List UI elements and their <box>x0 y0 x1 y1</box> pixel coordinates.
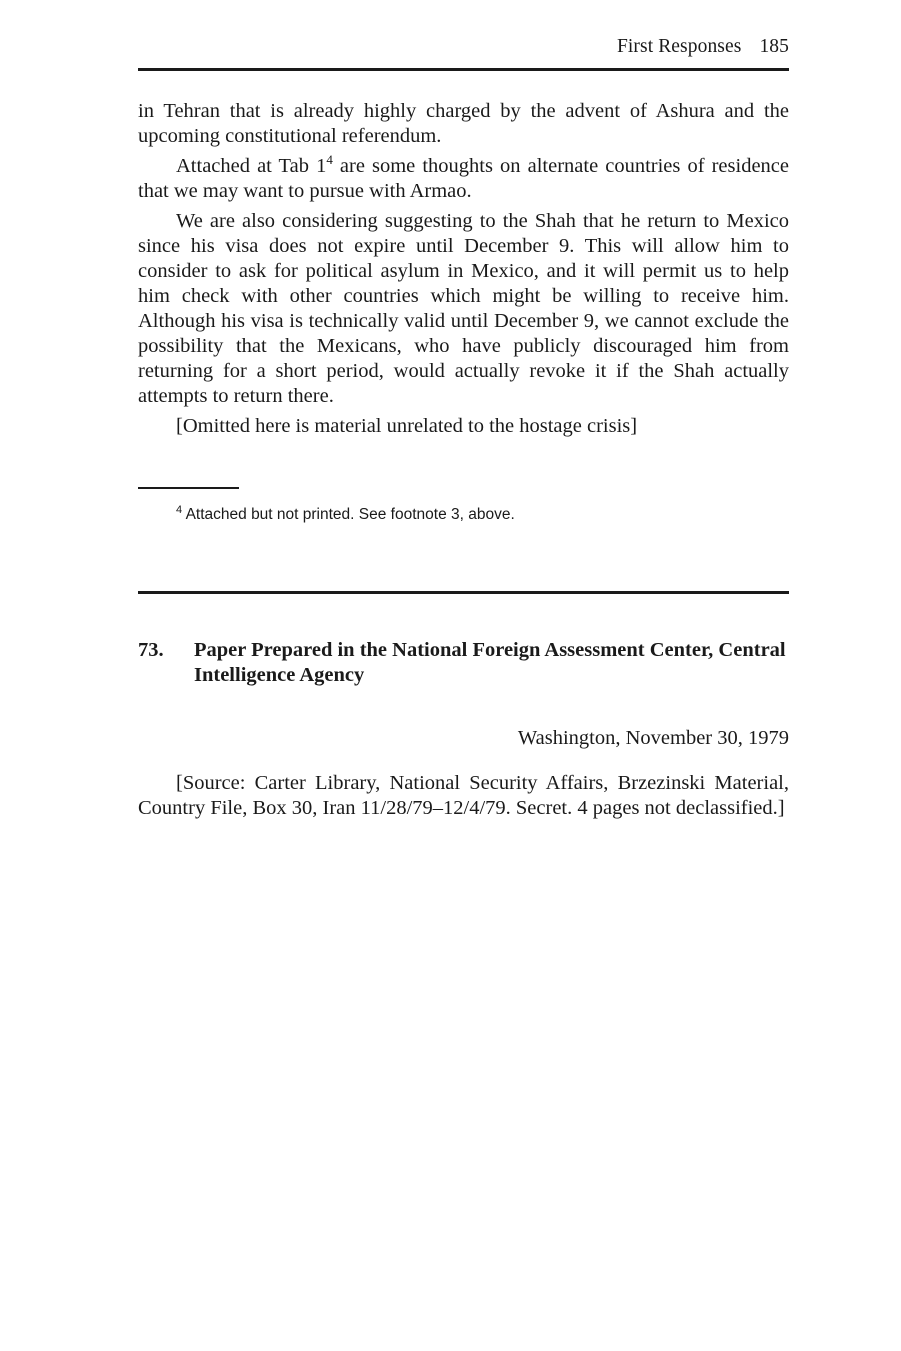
document-title: Paper Prepared in the National Foreign Assessment Center, Central Intelligence Agency <box>194 639 786 686</box>
paragraph-attached-text-start: Attached at Tab 1 <box>176 155 327 177</box>
paragraph-attached-text-end: are some thoughts on alternate countries of residence that we may want to pursue with Armao. <box>138 155 789 202</box>
body-text <box>138 99 789 444</box>
paragraph-omitted: [Omitted here is material unrelated to the hostage crisis] <box>176 415 638 437</box>
running-head <box>617 36 789 58</box>
paragraph-mexico: We are also considering suggesting to the Shah that he return to Mexico since his visa does not expire until December 9. This will allow him to consider to ask for political asylum in Mexico, and it will permit us to help him check with other countries which might be willing to receive him. Although his visa is technically valid until December 9, we cannot exclude the possibility that the Mexicans, who have publicly discouraged him from returning for a short period, would actually revoke it if the Shah actually attempts to return there. <box>138 210 789 407</box>
document-page <box>138 0 789 1351</box>
footnote-marker: 4 <box>176 503 183 516</box>
paragraph-attached <box>138 154 789 204</box>
header-rule <box>138 68 789 71</box>
document-heading <box>138 638 789 688</box>
source-note-text: [Source: Carter Library, National Security Affairs, Brzezinski Material, Country File, Box 30, Iran 11/28/79–12/4/79. Secret. 4 pages not declassified.] <box>138 772 789 819</box>
footnote-text: Attached but not printed. See footnote 3, above. <box>182 506 515 523</box>
source-note <box>138 771 789 821</box>
paragraph-continuation: in Tehran that is already highly charged by the advent of Ashura and the upcoming constitutional referendum. <box>138 100 789 147</box>
document-number: 73. <box>138 639 164 661</box>
footnote-reference: 4 <box>326 152 333 168</box>
section-rule <box>138 591 789 594</box>
running-head-title: First Responses <box>616 36 742 57</box>
footnote <box>176 505 776 525</box>
footnote-rule <box>138 487 239 489</box>
page-number: 185 <box>759 36 789 57</box>
dateline: Washington, November 30, 1979 <box>517 727 789 749</box>
